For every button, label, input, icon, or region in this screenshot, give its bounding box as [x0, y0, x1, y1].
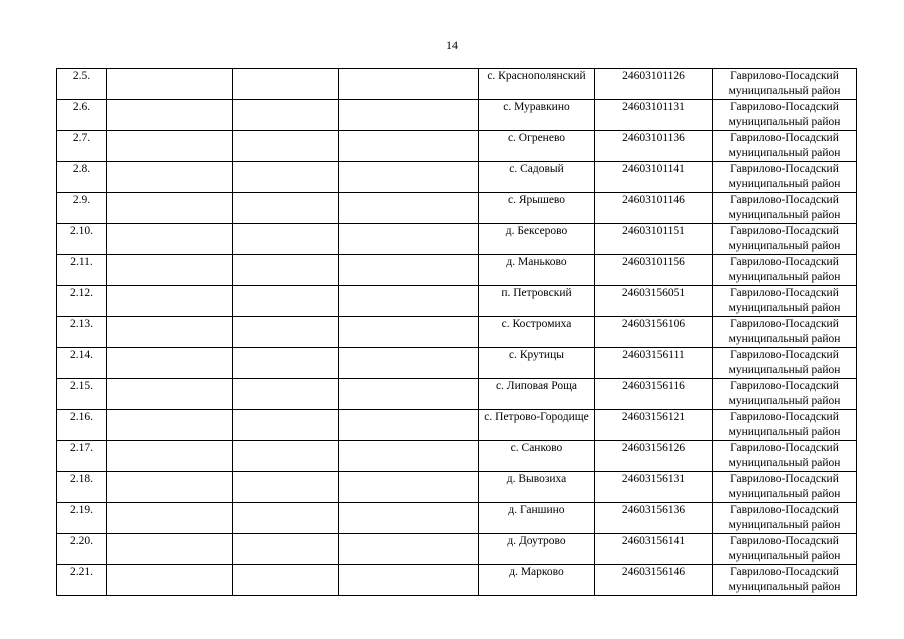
oktmo-code-cell: 24603156146 — [595, 565, 713, 596]
oktmo-code-cell: 24603156136 — [595, 503, 713, 534]
row-number-cell: 2.19. — [57, 503, 107, 534]
table-row — [57, 193, 857, 224]
settlement-name-cell: с. Краснополянский — [479, 69, 595, 100]
table-row — [57, 565, 857, 596]
table-row — [57, 410, 857, 441]
settlement-name-cell: д. Доутрово — [479, 534, 595, 565]
settlement-name-cell: с. Ярышево — [479, 193, 595, 224]
table-row — [57, 162, 857, 193]
empty-cell — [233, 565, 339, 596]
row-number-cell: 2.11. — [57, 255, 107, 286]
empty-cell — [339, 131, 479, 162]
district-cell: Гаврилово-Посадский муниципальный район — [713, 255, 857, 286]
empty-cell — [339, 410, 479, 441]
oktmo-code-cell: 24603101156 — [595, 255, 713, 286]
empty-cell — [233, 348, 339, 379]
table-row — [57, 534, 857, 565]
settlement-name-cell: д. Марково — [479, 565, 595, 596]
district-cell: Гаврилово-Посадский муниципальный район — [713, 100, 857, 131]
row-number-cell: 2.20. — [57, 534, 107, 565]
empty-cell — [107, 534, 233, 565]
district-cell: Гаврилово-Посадский муниципальный район — [713, 472, 857, 503]
empty-cell — [339, 255, 479, 286]
empty-cell — [233, 534, 339, 565]
empty-cell — [107, 162, 233, 193]
settlement-name-cell: д. Вывозиха — [479, 472, 595, 503]
empty-cell — [339, 565, 479, 596]
row-number-cell: 2.9. — [57, 193, 107, 224]
district-cell: Гаврилово-Посадский муниципальный район — [713, 193, 857, 224]
empty-cell — [339, 193, 479, 224]
district-cell: Гаврилово-Посадский муниципальный район — [713, 441, 857, 472]
row-number-cell: 2.10. — [57, 224, 107, 255]
table-body — [57, 69, 857, 596]
empty-cell — [233, 162, 339, 193]
empty-cell — [107, 317, 233, 348]
district-cell: Гаврилово-Посадский муниципальный район — [713, 131, 857, 162]
oktmo-code-cell: 24603101141 — [595, 162, 713, 193]
district-cell: Гаврилово-Посадский муниципальный район — [713, 224, 857, 255]
oktmo-code-cell: 24603101136 — [595, 131, 713, 162]
empty-cell — [107, 286, 233, 317]
oktmo-code-cell: 24603101131 — [595, 100, 713, 131]
row-number-cell: 2.21. — [57, 565, 107, 596]
empty-cell — [233, 286, 339, 317]
row-number-cell: 2.7. — [57, 131, 107, 162]
oktmo-code-cell: 24603156141 — [595, 534, 713, 565]
row-number-cell: 2.15. — [57, 379, 107, 410]
empty-cell — [107, 69, 233, 100]
empty-cell — [233, 472, 339, 503]
empty-cell — [233, 224, 339, 255]
empty-cell — [339, 162, 479, 193]
district-cell: Гаврилово-Посадский муниципальный район — [713, 379, 857, 410]
empty-cell — [107, 379, 233, 410]
row-number-cell: 2.17. — [57, 441, 107, 472]
row-number-cell: 2.14. — [57, 348, 107, 379]
row-number-cell: 2.12. — [57, 286, 107, 317]
oktmo-code-cell: 24603156131 — [595, 472, 713, 503]
oktmo-code-cell: 24603156116 — [595, 379, 713, 410]
empty-cell — [107, 472, 233, 503]
district-cell: Гаврилово-Посадский муниципальный район — [713, 69, 857, 100]
empty-cell — [107, 224, 233, 255]
empty-cell — [339, 534, 479, 565]
table-row — [57, 348, 857, 379]
oktmo-code-cell: 24603156126 — [595, 441, 713, 472]
empty-cell — [339, 224, 479, 255]
oktmo-code-cell: 24603156106 — [595, 317, 713, 348]
empty-cell — [233, 193, 339, 224]
table-row — [57, 317, 857, 348]
settlement-name-cell: с. Садовый — [479, 162, 595, 193]
empty-cell — [107, 255, 233, 286]
empty-cell — [339, 379, 479, 410]
empty-cell — [339, 503, 479, 534]
district-cell: Гаврилово-Посадский муниципальный район — [713, 565, 857, 596]
oktmo-code-cell: 24603101146 — [595, 193, 713, 224]
district-cell: Гаврилово-Посадский муниципальный район — [713, 317, 857, 348]
empty-cell — [107, 131, 233, 162]
oktmo-code-cell: 24603101126 — [595, 69, 713, 100]
settlement-name-cell: д. Бексерово — [479, 224, 595, 255]
settlement-name-cell: с. Огренево — [479, 131, 595, 162]
settlements-table — [56, 68, 857, 596]
oktmo-code-cell: 24603156121 — [595, 410, 713, 441]
settlement-name-cell: п. Петровский — [479, 286, 595, 317]
settlement-name-cell: с. Санково — [479, 441, 595, 472]
table-row — [57, 441, 857, 472]
oktmo-code-cell: 24603101151 — [595, 224, 713, 255]
district-cell: Гаврилово-Посадский муниципальный район — [713, 503, 857, 534]
empty-cell — [339, 441, 479, 472]
row-number-cell: 2.13. — [57, 317, 107, 348]
row-number-cell: 2.18. — [57, 472, 107, 503]
empty-cell — [339, 286, 479, 317]
table-row — [57, 379, 857, 410]
settlement-name-cell: с. Петрово-Городище — [479, 410, 595, 441]
empty-cell — [107, 565, 233, 596]
district-cell: Гаврилово-Посадский муниципальный район — [713, 534, 857, 565]
settlement-name-cell: с. Крутицы — [479, 348, 595, 379]
oktmo-code-cell: 24603156111 — [595, 348, 713, 379]
empty-cell — [233, 255, 339, 286]
empty-cell — [339, 348, 479, 379]
district-cell: Гаврилово-Посадский муниципальный район — [713, 348, 857, 379]
row-number-cell: 2.5. — [57, 69, 107, 100]
empty-cell — [107, 100, 233, 131]
oktmo-code-cell: 24603156051 — [595, 286, 713, 317]
district-cell: Гаврилово-Посадский муниципальный район — [713, 162, 857, 193]
empty-cell — [339, 317, 479, 348]
empty-cell — [233, 69, 339, 100]
table-row — [57, 100, 857, 131]
empty-cell — [107, 503, 233, 534]
empty-cell — [107, 441, 233, 472]
settlement-name-cell: д. Ганшино — [479, 503, 595, 534]
settlement-name-cell: с. Костромиха — [479, 317, 595, 348]
table-row — [57, 472, 857, 503]
row-number-cell: 2.8. — [57, 162, 107, 193]
empty-cell — [233, 410, 339, 441]
empty-cell — [107, 348, 233, 379]
settlement-name-cell: д. Маньково — [479, 255, 595, 286]
table-row — [57, 131, 857, 162]
empty-cell — [233, 317, 339, 348]
empty-cell — [107, 193, 233, 224]
table-row — [57, 224, 857, 255]
page-number: 14 — [446, 38, 458, 52]
empty-cell — [233, 441, 339, 472]
empty-cell — [339, 472, 479, 503]
table-row — [57, 286, 857, 317]
row-number-cell: 2.16. — [57, 410, 107, 441]
settlement-name-cell: с. Муравкино — [479, 100, 595, 131]
empty-cell — [339, 69, 479, 100]
empty-cell — [233, 100, 339, 131]
empty-cell — [233, 131, 339, 162]
empty-cell — [107, 410, 233, 441]
empty-cell — [339, 100, 479, 131]
empty-cell — [233, 379, 339, 410]
table-row — [57, 255, 857, 286]
district-cell: Гаврилово-Посадский муниципальный район — [713, 410, 857, 441]
row-number-cell: 2.6. — [57, 100, 107, 131]
table-row — [57, 69, 857, 100]
table-row — [57, 503, 857, 534]
district-cell: Гаврилово-Посадский муниципальный район — [713, 286, 857, 317]
empty-cell — [233, 503, 339, 534]
settlement-name-cell: с. Липовая Роща — [479, 379, 595, 410]
